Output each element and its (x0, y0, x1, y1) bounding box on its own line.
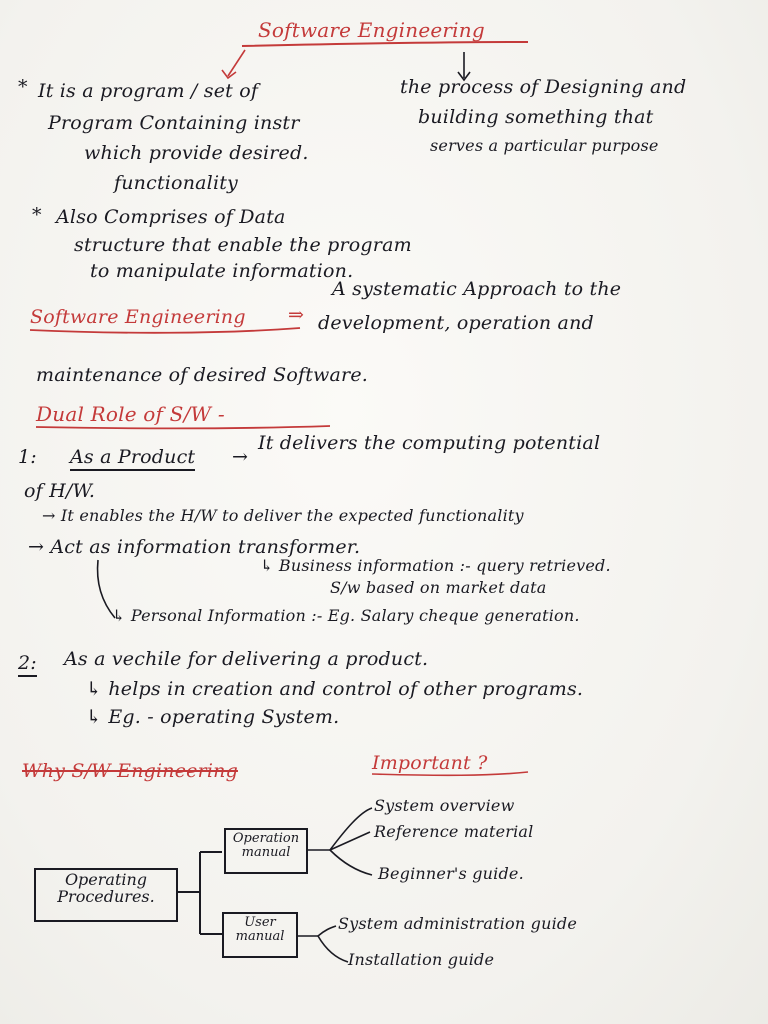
bullet-star: * (18, 76, 28, 98)
left-def-line-3: which provide desired. (84, 142, 309, 164)
user-manual-line-1: User (244, 915, 276, 930)
bullet-star-2: * (32, 204, 42, 226)
se-def-line-1: A systematic Approach to the (332, 278, 622, 300)
item-1-label: As a Product (70, 448, 195, 471)
user-item-2: Installation guide (348, 950, 495, 969)
dual-role-heading: Dual Role of S/W - (36, 402, 225, 426)
user-manual-line-2: manual (235, 928, 285, 944)
user-manual-box (222, 912, 298, 958)
ops-manual-line-2: manual (241, 844, 291, 860)
item-1-line-1: It delivers the computing potential (258, 432, 601, 454)
also-line-1: Also Comprises of Data (56, 206, 286, 228)
item-2-eg: ↳ Eg. - operating System. (86, 706, 340, 728)
user-item-1: System administration guide (338, 914, 578, 933)
item-1-line-2: of H/W. (24, 480, 96, 502)
right-def-line-2: building something that (418, 106, 654, 128)
right-def-line-1: the process of Designing and (400, 76, 687, 98)
business-info: ↳ Business information :- query retrieved. (260, 556, 611, 575)
left-def-line-2: Program Containing instr (48, 112, 300, 134)
personal-info: ↳ Personal Information :- Eg. Salary cheque generation. (112, 606, 580, 625)
root-line-2: Procedures. (57, 886, 155, 906)
operation-manual-box (224, 828, 308, 874)
root-line-1: Operating (64, 870, 148, 889)
ops-item-3: Beginner's guide. (378, 864, 524, 883)
business-info-2: S/w based on market data (330, 578, 547, 597)
item-2-label: As a vechile for delivering a product. (64, 648, 429, 670)
item-1-arrow: → (232, 446, 249, 468)
ops-item-2: Reference material (374, 822, 534, 841)
left-def-line-1: It is a program / set of (38, 80, 259, 102)
item-1-sub: → It enables the H/W to deliver the expected functionality (42, 506, 524, 525)
also-line-2: structure that enable the program (74, 234, 412, 256)
item-2-number: 2: (18, 654, 37, 677)
why-important: Important ? (372, 752, 488, 774)
ops-manual-line-1: Operation (232, 831, 300, 846)
left-def-line-4: functionality (114, 172, 238, 194)
se-arrow: ⇒ (288, 304, 305, 326)
also-line-3: to manipulate information. (90, 260, 354, 282)
operating-procedures-box (34, 868, 178, 922)
se-def-line-3: maintenance of desired Software. (36, 364, 369, 386)
why-struck: Why S/W Engineering (22, 760, 238, 782)
ops-item-1: System overview (374, 796, 515, 815)
se-term: Software Engineering (30, 306, 246, 328)
item-1-transformer: → Act as information transformer. (28, 536, 361, 558)
right-def-line-3: serves a particular purpose (430, 136, 659, 155)
page-title: Software Engineering (258, 18, 485, 42)
item-2-helps: ↳ helps in creation and control of other programs. (86, 678, 584, 700)
se-def-line-2: development, operation and (318, 312, 594, 334)
item-1-number: 1: (18, 446, 37, 468)
